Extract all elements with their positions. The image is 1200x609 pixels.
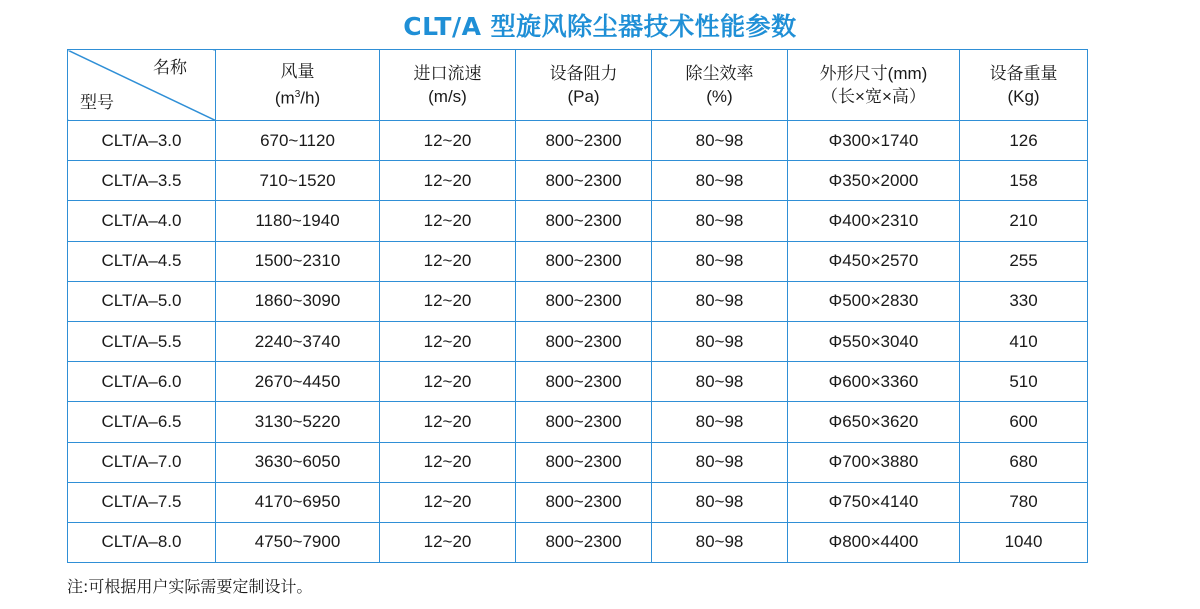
header-inlet-speed-unit: (m/s) xyxy=(428,87,467,106)
cell-speed: 12~20 xyxy=(380,241,516,281)
cell-airflow: 2670~4450 xyxy=(216,362,380,402)
cell-model: CLT/A–6.5 xyxy=(68,402,216,442)
table-row xyxy=(68,121,1088,161)
cell-model: CLT/A–5.5 xyxy=(68,321,216,361)
footnote: 注:可根据用户实际需要定制设计。 xyxy=(67,577,313,596)
cell-airflow: 1860~3090 xyxy=(216,281,380,321)
cell-resistance: 800~2300 xyxy=(516,121,652,161)
cell-dimensions: Φ350×2000 xyxy=(788,161,960,201)
header-dimensions xyxy=(788,50,960,121)
cell-efficiency: 80~98 xyxy=(652,402,788,442)
table-row xyxy=(68,442,1088,482)
cell-resistance: 800~2300 xyxy=(516,442,652,482)
cell-resistance: 800~2300 xyxy=(516,321,652,361)
cell-airflow: 4750~7900 xyxy=(216,522,380,562)
header-airflow xyxy=(216,50,380,121)
header-airflow-unit: $(m^3/h)$ xyxy=(274,88,321,108)
cell-speed: 12~20 xyxy=(380,321,516,361)
table-row xyxy=(68,362,1088,402)
cell-weight: 410 xyxy=(960,321,1088,361)
cell-efficiency: 80~98 xyxy=(652,161,788,201)
table-row xyxy=(68,402,1088,442)
header-corner-cell xyxy=(68,50,216,121)
cell-dimensions: Φ800×4400 xyxy=(788,522,960,562)
header-resistance-unit: (Pa) xyxy=(567,87,600,106)
cell-airflow: 2240~3740 xyxy=(216,321,380,361)
cell-efficiency: 80~98 xyxy=(652,241,788,281)
cell-airflow: 3130~5220 xyxy=(216,402,380,442)
header-weight-title: 设备重量 xyxy=(989,64,1058,83)
cell-dimensions: Φ700×3880 xyxy=(788,442,960,482)
cell-dimensions: Φ650×3620 xyxy=(788,402,960,442)
header-model-label: 型号 xyxy=(80,93,114,112)
cell-efficiency: 80~98 xyxy=(652,321,788,361)
header-dimensions-unit: （长×宽×高） xyxy=(821,87,926,106)
cell-speed: 12~20 xyxy=(380,442,516,482)
cell-model: CLT/A–7.0 xyxy=(68,442,216,482)
header-weight-unit: (Kg) xyxy=(1007,87,1040,106)
cell-speed: 12~20 xyxy=(380,482,516,522)
header-resistance xyxy=(516,50,652,121)
table-row xyxy=(68,522,1088,562)
table-row xyxy=(68,161,1088,201)
cell-dimensions: Φ600×3360 xyxy=(788,362,960,402)
cell-resistance: 800~2300 xyxy=(516,362,652,402)
cell-resistance: 800~2300 xyxy=(516,161,652,201)
table-row xyxy=(68,241,1088,281)
header-efficiency-unit: (%) xyxy=(706,87,733,106)
header-dimensions-title: 外形尺寸(mm) xyxy=(819,64,928,83)
cell-resistance: 800~2300 xyxy=(516,281,652,321)
header-airflow-title: 风量 xyxy=(280,62,315,82)
cell-speed: 12~20 xyxy=(380,121,516,161)
cell-speed: 12~20 xyxy=(380,522,516,562)
cell-model: CLT/A–7.5 xyxy=(68,482,216,522)
cell-resistance: 800~2300 xyxy=(516,482,652,522)
cell-dimensions: Φ300×1740 xyxy=(788,121,960,161)
cell-weight: 780 xyxy=(960,482,1088,522)
table-row xyxy=(68,321,1088,361)
cell-speed: 12~20 xyxy=(380,402,516,442)
table-header-row xyxy=(68,50,1088,121)
cell-airflow: 1180~1940 xyxy=(216,201,380,241)
cell-model: CLT/A–6.0 xyxy=(68,362,216,402)
cell-airflow: 670~1120 xyxy=(216,121,380,161)
cell-weight: 600 xyxy=(960,402,1088,442)
cell-resistance: 800~2300 xyxy=(516,241,652,281)
cell-speed: 12~20 xyxy=(380,201,516,241)
cell-weight: 158 xyxy=(960,161,1088,201)
cell-efficiency: 80~98 xyxy=(652,442,788,482)
cell-efficiency: 80~98 xyxy=(652,281,788,321)
cell-weight: 210 xyxy=(960,201,1088,241)
header-inlet-speed xyxy=(380,50,516,121)
cell-model: CLT/A–3.0 xyxy=(68,121,216,161)
cell-airflow: 1500~2310 xyxy=(216,241,380,281)
cell-weight: 680 xyxy=(960,442,1088,482)
spec-table xyxy=(67,49,1088,563)
cell-model: CLT/A–5.0 xyxy=(68,281,216,321)
cell-model: CLT/A–8.0 xyxy=(68,522,216,562)
cell-weight: 255 xyxy=(960,241,1088,281)
cell-weight: 510 xyxy=(960,362,1088,402)
header-name-label: 名称 xyxy=(153,58,187,77)
cell-airflow: 3630~6050 xyxy=(216,442,380,482)
cell-dimensions: Φ550×3040 xyxy=(788,321,960,361)
header-efficiency-title: 除尘效率 xyxy=(685,64,754,83)
cell-weight: 126 xyxy=(960,121,1088,161)
cell-resistance: 800~2300 xyxy=(516,201,652,241)
header-inlet-speed-title: 进口流速 xyxy=(413,64,482,83)
cell-efficiency: 80~98 xyxy=(652,482,788,522)
cell-resistance: 800~2300 xyxy=(516,522,652,562)
cell-speed: 12~20 xyxy=(380,281,516,321)
cell-weight: 1040 xyxy=(960,522,1088,562)
cell-model: CLT/A–4.5 xyxy=(68,241,216,281)
cell-efficiency: 80~98 xyxy=(652,121,788,161)
cell-dimensions: Φ500×2830 xyxy=(788,281,960,321)
header-resistance-title: 设备阻力 xyxy=(549,64,618,83)
cell-resistance: 800~2300 xyxy=(516,402,652,442)
cell-model: CLT/A–3.5 xyxy=(68,161,216,201)
cell-efficiency: 80~98 xyxy=(652,201,788,241)
cell-dimensions: Φ750×4140 xyxy=(788,482,960,522)
cell-model: CLT/A–4.0 xyxy=(68,201,216,241)
table-row xyxy=(68,482,1088,522)
page-title: CLT/A 型旋风除尘器技术性能参数 xyxy=(403,12,797,41)
cell-efficiency: 80~98 xyxy=(652,362,788,402)
cell-speed: 12~20 xyxy=(380,161,516,201)
cell-weight: 330 xyxy=(960,281,1088,321)
cell-efficiency: 80~98 xyxy=(652,522,788,562)
cell-dimensions: Φ400×2310 xyxy=(788,201,960,241)
table-row xyxy=(68,281,1088,321)
cell-dimensions: Φ450×2570 xyxy=(788,241,960,281)
table-row xyxy=(68,201,1088,241)
cell-airflow: 710~1520 xyxy=(216,161,380,201)
cell-speed: 12~20 xyxy=(380,362,516,402)
header-efficiency xyxy=(652,50,788,121)
cell-airflow: 4170~6950 xyxy=(216,482,380,522)
header-weight xyxy=(960,50,1088,121)
